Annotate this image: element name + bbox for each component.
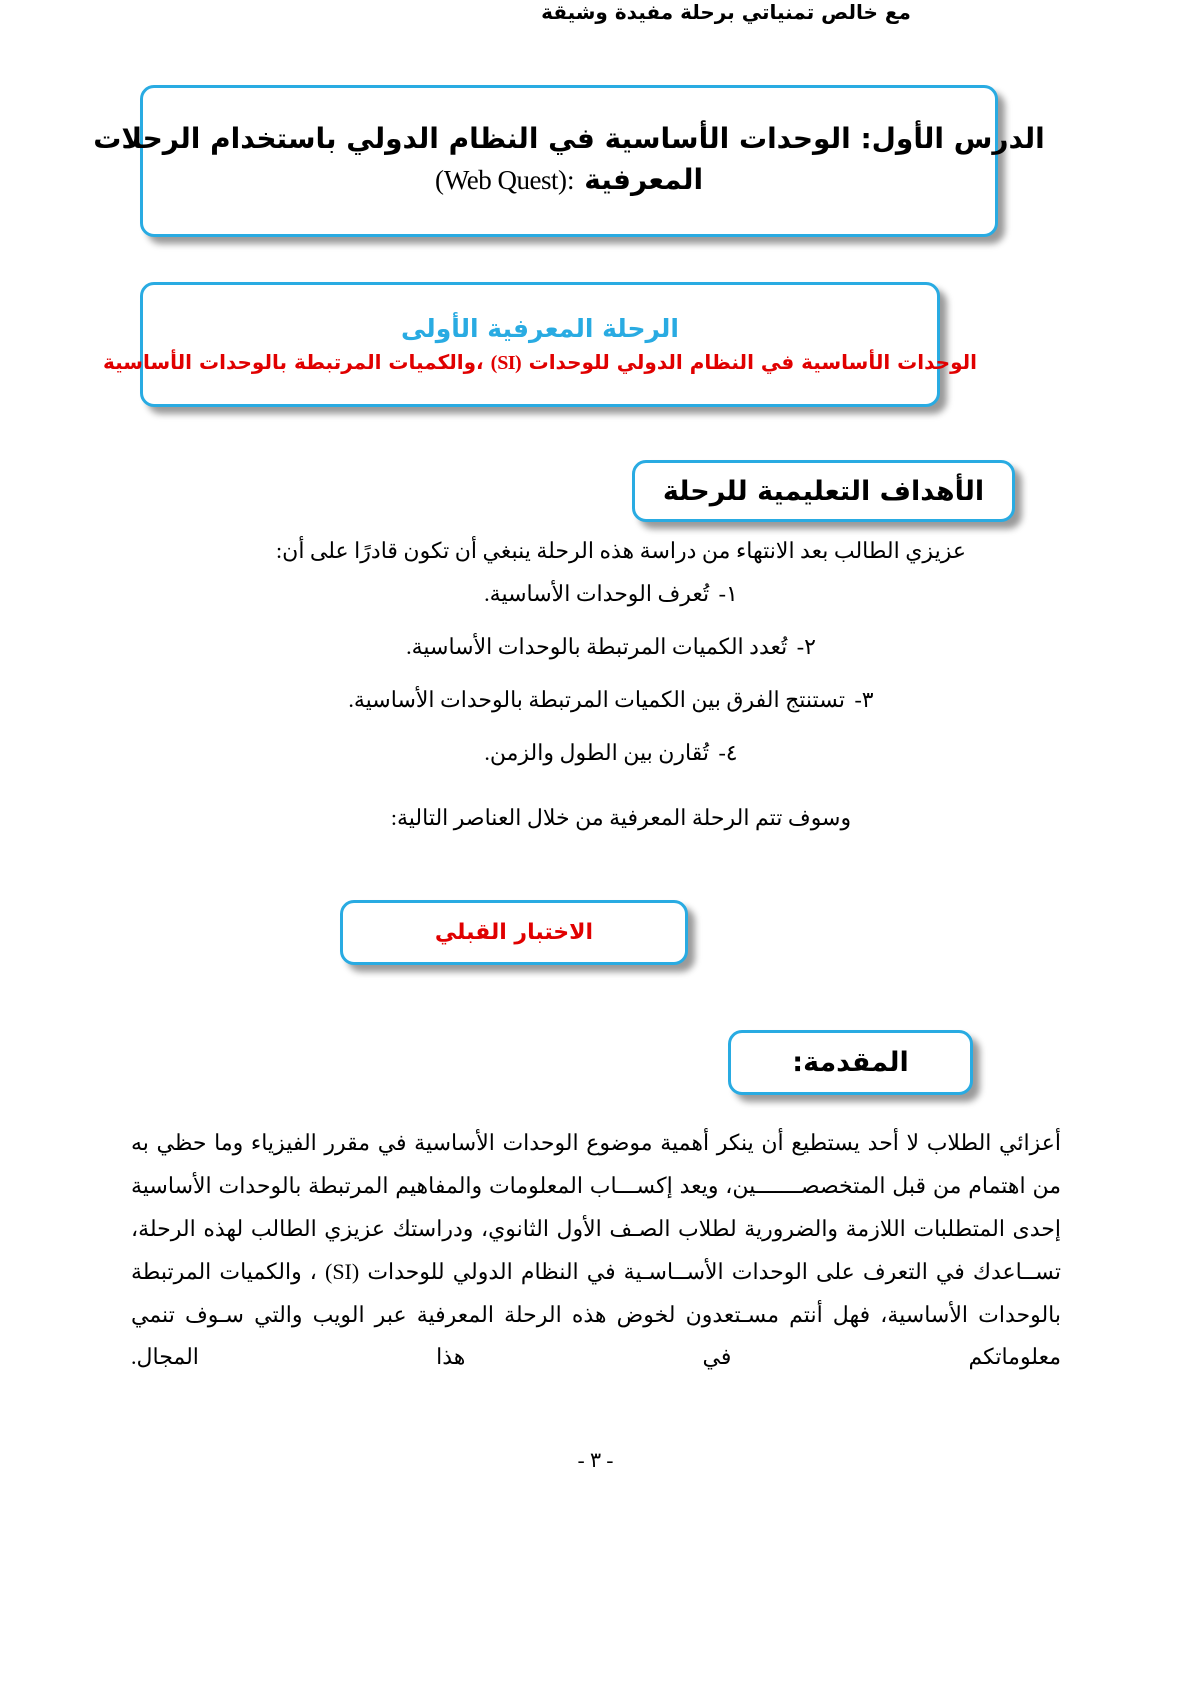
introduction-header-label: المقدمة:: [792, 1047, 909, 1078]
closing-wishes: مع خالص تمنياتي برحلة مفيدة وشيقة: [541, 0, 911, 24]
goal-number: ٤-: [718, 740, 738, 765]
journey-subtitle-part2: ،والكميات المرتبطة بالوحدات الأساسية: [103, 350, 484, 375]
journey-title-box: [103, 282, 977, 407]
goals-list: [231, 583, 991, 795]
goal-number: ٢-: [796, 634, 816, 659]
introduction-paragraph-part1: أعزائي الطلاب لا أحد يستطيع أن ينكر أهمية موضوع الوحدات الأساسية في مقرر الفيزياء وما حظي به من اهتمام من قبل المتخصصـــــــين، ويعد إكســـاب المعلومات والمفاهيم المرتبطة بالوحدات الأساسية إحدى المتطلبات اللازمة والضرورية لطلاب الصـف الأول الثانوي، ودراستك عزيزي الطالب لهذه الرحلة، تســاعدك في التعرف على الوحدات الأســاسـية في النظام الدولي للوحدات: [131, 1130, 1062, 1284]
lesson-title-line-2: [435, 158, 703, 202]
introduction-paragraph-part2: ، والكميات المرتبطة بالوحدات الأساسية، فهل أنتم مسـتعدون لخوض هذه الرحلة المعرفية عبر الويب والتي سـوف تنمي معلوماتكم في هذا المجال.: [131, 1258, 1061, 1370]
lesson-title-box: [93, 85, 1045, 237]
page-number: - ٣ -: [577, 1448, 614, 1472]
list-item: [231, 689, 991, 711]
goals-closing-text: وسوف تتم الرحلة المعرفية من خلال العناصر التالية:: [390, 805, 852, 830]
introduction-header-box: [728, 1030, 973, 1095]
goal-text: تُقارن بين الطول والزمن.: [484, 740, 709, 765]
journey-subtitle: [103, 347, 977, 379]
goals-header-label: الأهداف التعليمية للرحلة: [662, 475, 985, 507]
pretest-box[interactable]: [340, 900, 688, 965]
si-units-label: (SI): [490, 352, 522, 375]
goals-header-box: [632, 460, 1015, 522]
goal-number: ١-: [718, 581, 738, 606]
lesson-title-line-1: الدرس الأول: الوحدات الأساسية في النظام الدولي باستخدام الرحلات: [93, 122, 1045, 156]
goal-text: تستنتج الفرق بين الكميات المرتبطة بالوحدات الأساسية.: [348, 687, 845, 712]
goal-text: تُعرف الوحدات الأساسية.: [484, 581, 710, 606]
list-item: [231, 583, 991, 605]
goals-intro-text: عزيزي الطالب بعد الانتهاء من دراسة هذه الرحلة ينبغي أن تكون قادرًا على أن:: [276, 538, 966, 563]
journey-subtitle-part1: الوحدات الأساسية في النظام الدولي للوحدات: [528, 350, 977, 375]
goal-text: تُعدد الكميات المرتبطة بالوحدات الأساسية.: [406, 634, 788, 659]
introduction-paragraph: [131, 1122, 1061, 1379]
webquest-label: (Web Quest):: [434, 164, 575, 195]
list-item: [231, 742, 991, 764]
list-item: [231, 636, 991, 658]
journey-heading: الرحلة المعرفية الأولى: [401, 313, 679, 343]
goal-number: ٣-: [854, 687, 874, 712]
pretest-label: الاختبار القبلي: [434, 920, 594, 945]
si-units-inline-label: (SI): [325, 1258, 360, 1284]
lesson-title-arabic-tail: المعرفية: [584, 162, 704, 196]
